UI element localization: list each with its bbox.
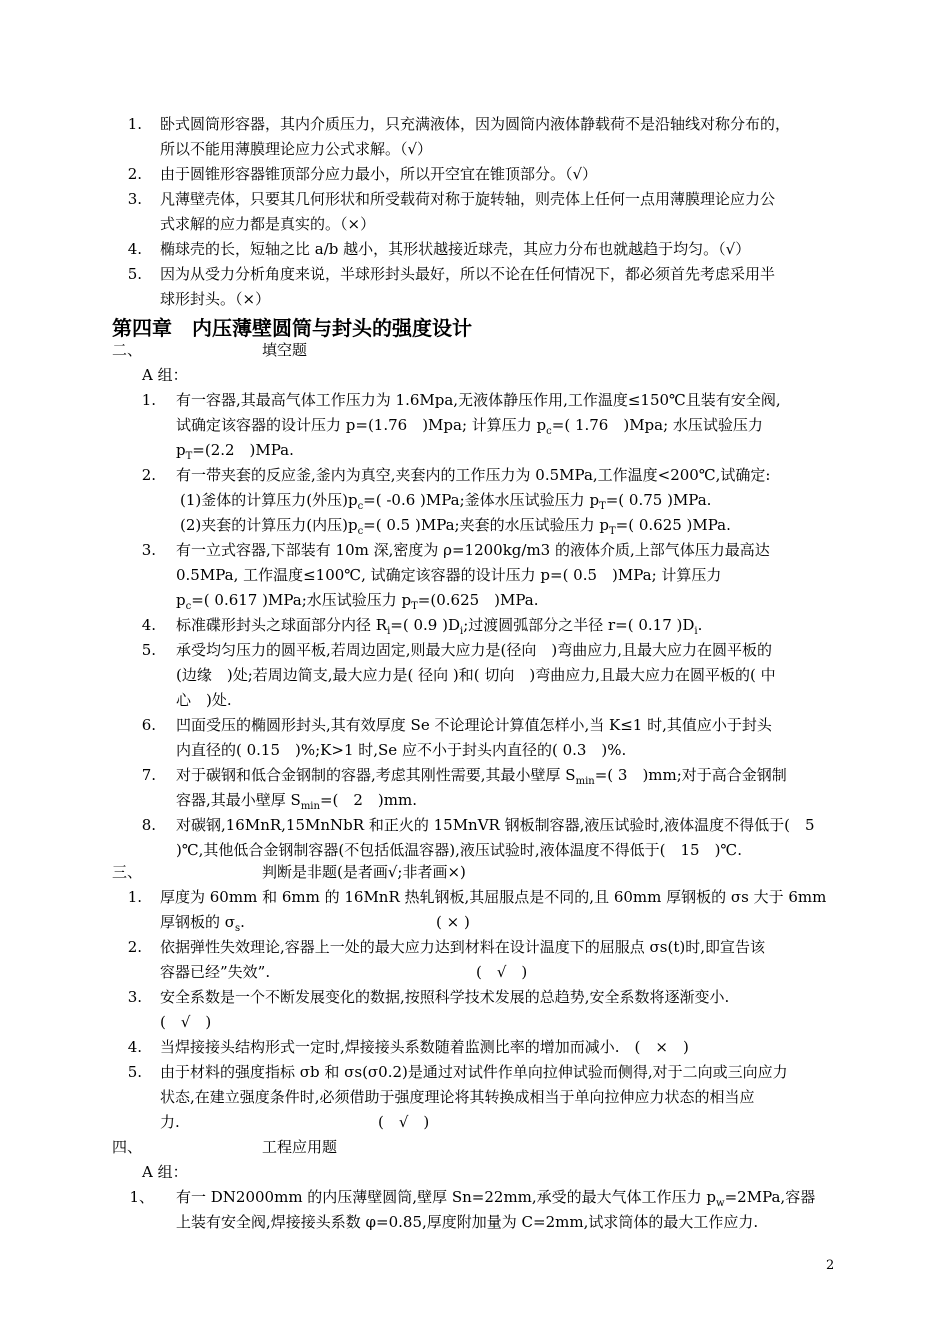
page-number: 2 bbox=[826, 1258, 835, 1273]
group-label: A 组： bbox=[142, 366, 188, 384]
section-title: 填空题 bbox=[262, 341, 308, 359]
section-heading: 四、 bbox=[112, 1138, 143, 1156]
section-heading: 三、 bbox=[112, 863, 143, 881]
section-heading: 二、 bbox=[112, 341, 143, 359]
chapter-title: 第四章 内压薄壁圆筒与封头的强度设计 bbox=[112, 316, 472, 340]
group-label: A 组： bbox=[142, 1163, 188, 1181]
section-title: 工程应用题 bbox=[262, 1138, 338, 1156]
section-title: 判断是非题(是者画√;非者画×) bbox=[262, 863, 466, 881]
document-page: 1. 卧式圆筒形容器，其内介质压力，只充满液体，因为圆筒内液体静载荷不是沿轴线对称分布的， 所以不能用薄膜理论应力公式求解。（√） 2. 由于圆锥形容器锥顶部分应力最小，所以开空宜在锥顶部分。（√） 3. 凡薄壁壳体，只要其几何形状和所受载荷对称于旋转轴，则壳体上任何一点用薄膜理论应力公 式求解的应力都是真实的。（×） 4. 椭球壳的长，短轴之比 a/b 越小，其形状越接近球壳，其应力分布也就越趋于均匀。（√） 5. 因为从受力分析角度来说，半球形封头最好，所以不论在任何情况下，都必须首先考虑采用半 球形封头。（×） 第四章 内压薄壁圆筒与封头的强度设计 二、 填空题 A 组： 1. 有一容器,其最高气体工作压力为 1.6Mpa,无液体静压作用,工作温度≤150℃且装有安全阀, 试确定该容器的设计压力 p=(1.76 )Mpa; 计算压力 $p_c=$( 1.76 )Mpa; 水压试验压力 $p_T=(2.2$ )MPa. 2. 有一带夹套的反应釜,釜内为真空,夹套内的工作压力为 0.5MPa,工作温度<200℃,试确定: (1)釜体的计算压力(外压)$p_c=$( -0.6 )MPa;釜体水压试验压力 $p_T=$( 0.75 )MPa. (2)夹套的计算压力(内压)$p_c=$( 0.5 )MPa;夹套的水压试验压力 $p_T=$( 0.625 )MPa. 3. 有一立式容器,下部装有 10m 深,密度为 ρ=1200kg/m3 的液体介质,上部气体压力最高达 0.5MPa, 工作温度≤100℃, 试确定该容器的设计压力 p=( 0.5 )MPa; 计算压力 $p_c=$( 0.617 )MPa;水压试验压力 $p_T=(0.625$ )MPa. 4. 标准碟形封头之球面部分内径 $R_i=$( 0.9 )$D_i$;过渡圆弧部分之半径 r=( 0.17 )$D_i$. 5. 承受均匀压力的圆平板,若周边固定,则最大应力是(径向 )弯曲应力,且最大应力在圆平板的 (边缘 )处;若周边简支,最大应力是( 径向 )和( 切向 )弯曲应力,且最大应力在圆平板的( 中 心 )处. 6. 凹面受压的椭圆形封头,其有效厚度 Se 不论理论计算值怎样小,当 K≤1 时,其值应小于封头 内直径的( 0.15 )%;K>1 时,Se 应不小于封头内直径的( 0.3 )%. 7. 对于碳钢和低合金钢制的容器,考虑其刚性需要,其最小壁厚 $S_{min}=$( 3 )mm;对于高合金钢制 容器,其最小壁厚 $S_{min}=$( 2 )mm. 8. 对碳钢,16MnR,15MnNbR 和正火的 15MnVR 钢板制容器,液压试验时,液体温度不得低于( 5 )℃,其他低合金钢制容器(不包括低温容器),液压试验时,液体温度不得低于( 15 )℃. 三、 判断是非题(是者画√;非者画×) 1. 厚度为 60mm 和 6mm 的 16MnR 热轧钢板,其屈服点是不同的,且 60mm 厚钢板的 σs 大于 6mm 厚钢板的 $\sigma_s$. ( × ) 2. 依据弹性失效理论,容器上一处的最大应力达到材料在设计温度下的屈服点 σs(t)时,即宣告该 容器已经”失效”. ( √ ) 3. 安全系数是一个不断发展变化的数据,按照科学技术发展的总趋势,安全系数将逐渐变小. ( √ ) 4. 当焊接接头结构形式一定时,焊接接头系数随着监测比率的增加而减小. ( × ) 5. 由于材料的强度指标 σb 和 σs(σ0.2)是通过对试件作单向拉伸试验而侧得,对于二向或三向应力 状态,在建立强度条件时,必须借助于强度理论将其转换成相当于单向拉伸应力状态的相当应 力. ( √ ) 四、 工程应用题 A 组： 1、 有一 DN2000mm 的内压薄壁圆筒,壁厚 Sn=22mm,承受的最大气体工作压力 $p_w=2MPa$,容器 上装有安全阀,焊接接头系数 φ=0.85,厚度附加量为 C=2mm,试求筒体的最大工作应力. 2 bbox=[112, 115, 835, 1273]
